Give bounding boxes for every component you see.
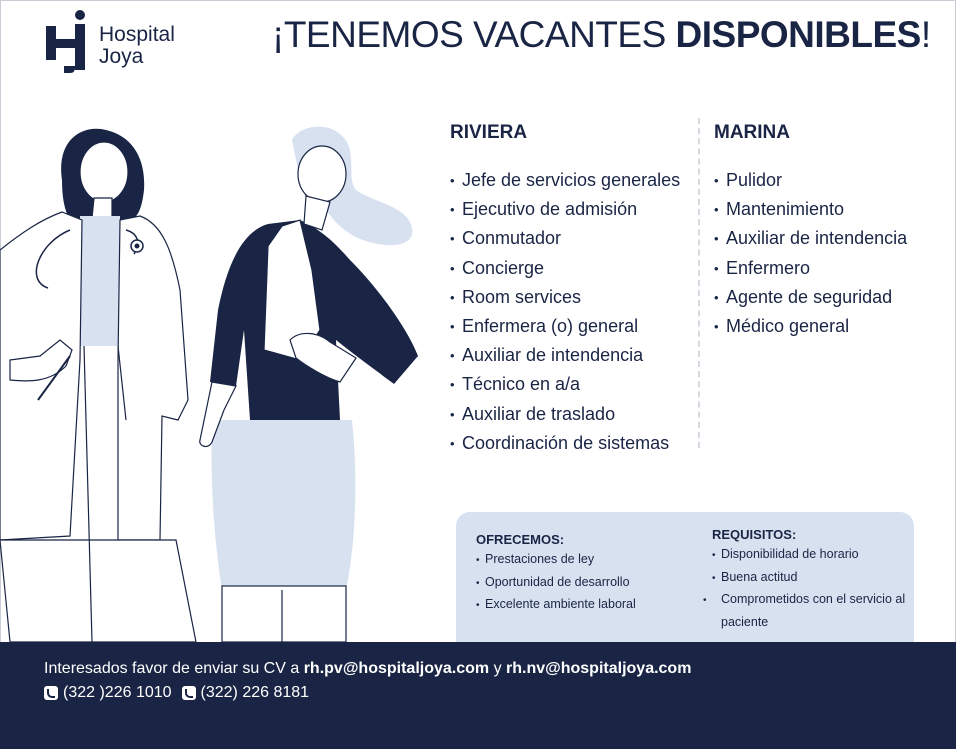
list-item: • Disponibilidad de horario: [712, 544, 921, 567]
headline-bold: DISPONIBLES: [675, 14, 921, 55]
logo-text: [99, 24, 175, 68]
list-item: • Comprometidos con el servicio al paciente: [712, 589, 921, 632]
list-item: • Excelente ambiente laboral: [476, 594, 636, 617]
list-item: • Auxiliar de intendencia: [714, 224, 907, 253]
list-item: • Pulidor: [714, 166, 907, 195]
headline: [272, 14, 931, 56]
riviera-job-list: [450, 166, 680, 458]
headline-suffix: !: [920, 14, 931, 55]
list-item: • Auxiliar de traslado: [450, 400, 680, 429]
list-item: • Prestaciones de ley: [476, 549, 636, 572]
medical-staff-illustration: [0, 120, 450, 642]
list-item: • Jefe de servicios generales: [450, 166, 680, 195]
ofrecemos-title: OFRECEMOS:: [476, 532, 565, 547]
hospital-logo: [44, 10, 194, 76]
list-item: • Enfermero: [714, 254, 907, 283]
marina-job-list: [714, 166, 907, 341]
hospital-logo-icon: [44, 10, 94, 76]
list-item: • Coordinación de sistemas: [450, 429, 680, 458]
list-item: • Oportunidad de desarrollo: [476, 572, 636, 595]
list-item: • Room services: [450, 283, 680, 312]
list-item: • Médico general: [714, 312, 907, 341]
list-item: • Técnico en a/a: [450, 370, 680, 399]
email-link-pv[interactable]: rh.pv@hospitaljoya.com: [303, 660, 490, 677]
phone-number-1[interactable]: (322 )226 1010: [63, 684, 172, 701]
email-link-nv[interactable]: rh.nv@hospitaljoya.com: [506, 660, 692, 677]
phone-number-2[interactable]: (322) 226 8181: [200, 684, 310, 701]
phone-numbers: [44, 684, 309, 702]
requisitos-list: [712, 544, 921, 632]
list-item: • Concierge: [450, 254, 680, 283]
column-divider: [698, 118, 700, 448]
phone-icon: [44, 686, 58, 700]
logo-line-hospital: Hospital: [99, 23, 175, 46]
riviera-title: RIVIERA: [450, 122, 528, 143]
list-item: • Enfermera (o) general: [450, 312, 680, 341]
list-item: • Mantenimiento: [714, 195, 907, 224]
list-item: • Conmutador: [450, 224, 680, 253]
list-item: • Buena actitud: [712, 567, 921, 590]
contact-line: [44, 660, 691, 678]
list-item: • Auxiliar de intendencia: [450, 341, 680, 370]
contact-conjunction: y: [489, 660, 507, 677]
contact-text: Interesados favor de enviar su CV a: [44, 660, 304, 677]
list-item: • Agente de seguridad: [714, 283, 907, 312]
logo-line-joya: Joya: [99, 45, 144, 68]
headline-prefix: ¡TENEMOS VACANTES: [272, 14, 676, 55]
phone-icon: [182, 686, 196, 700]
benefits-panel: [456, 512, 914, 662]
ofrecemos-list: [476, 549, 636, 617]
list-item: • Ejecutivo de admisión: [450, 195, 680, 224]
contact-footer: [0, 642, 956, 749]
marina-title: MARINA: [714, 122, 790, 143]
requisitos-title: REQUISITOS:: [712, 527, 797, 542]
